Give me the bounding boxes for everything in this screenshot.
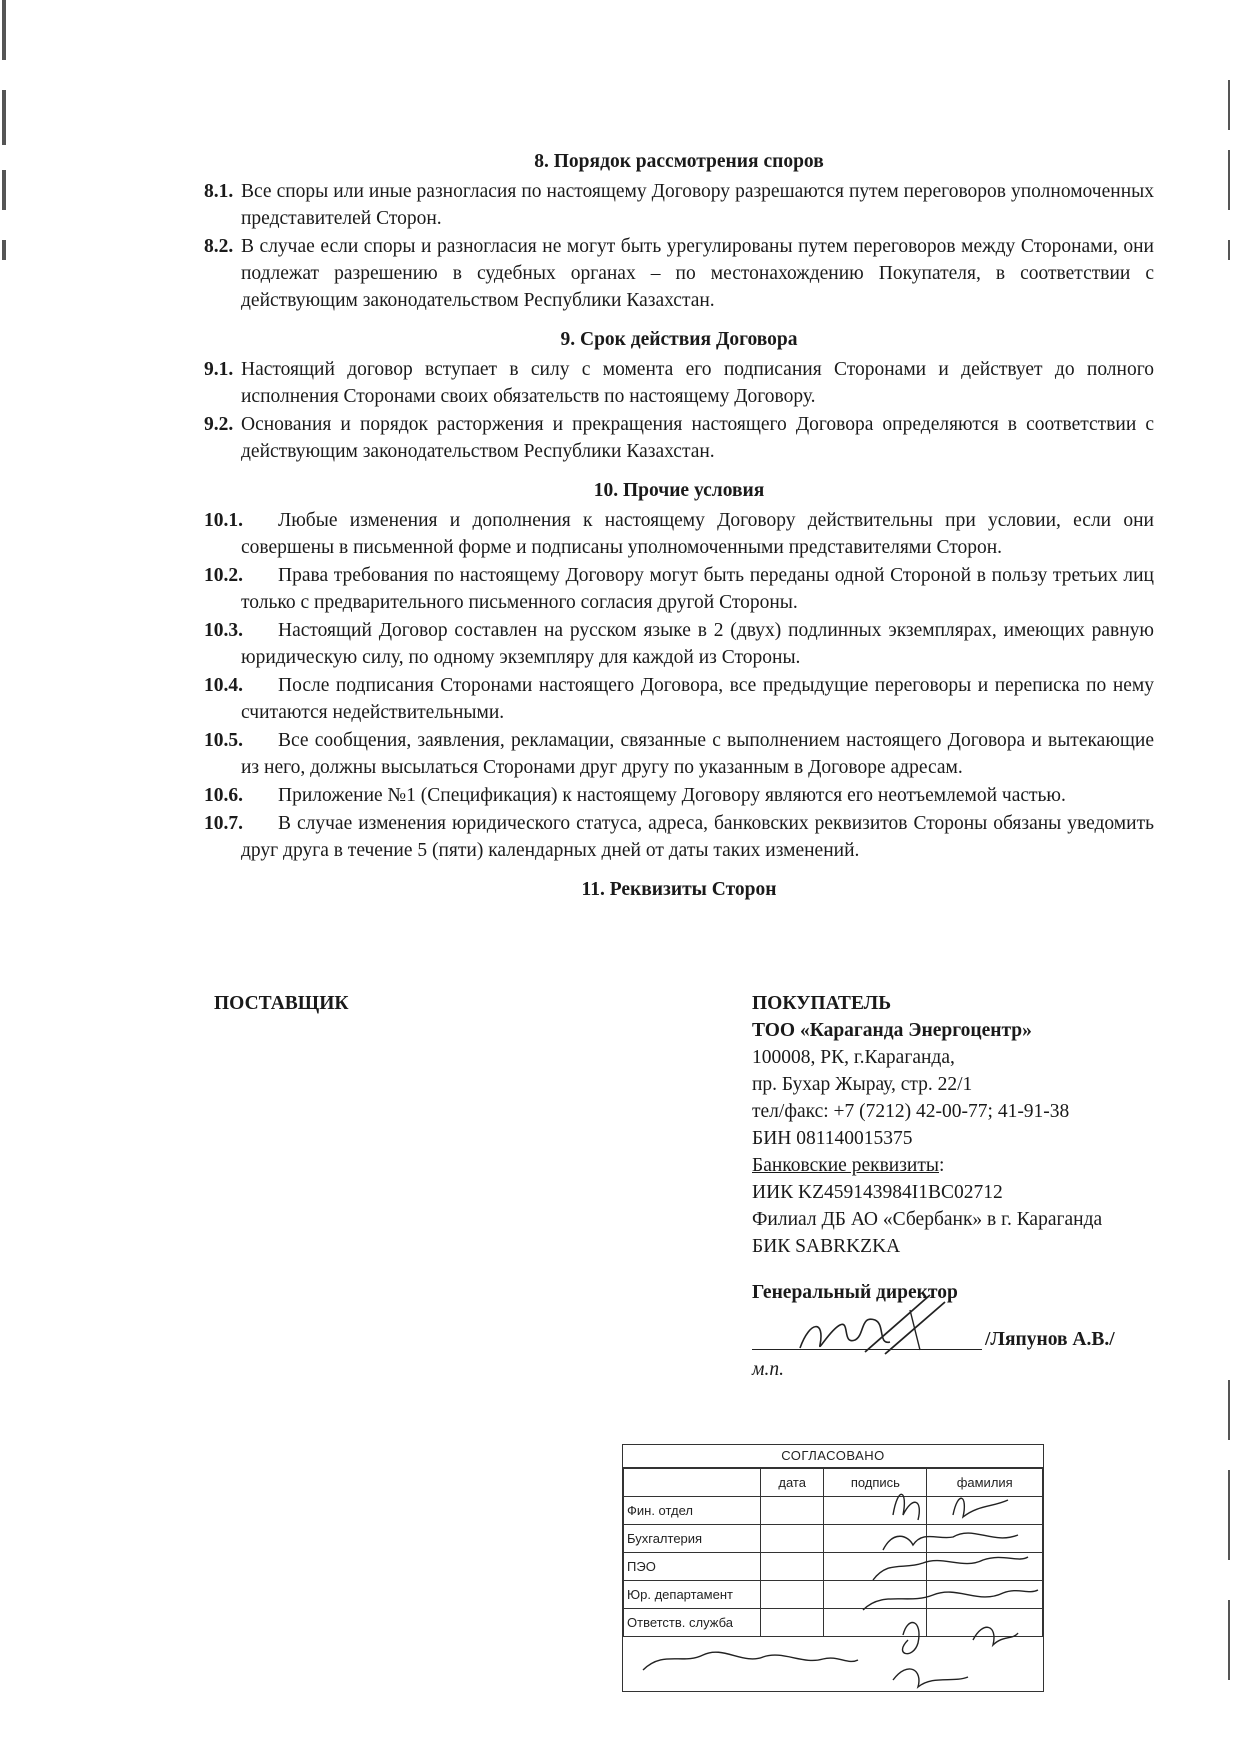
clause-text: Любые изменения и дополнения к настоящему Договору действительны при условии, если они совершены в письменной форме и подписаны уполномоченными представителями Сторон. [241,510,1154,558]
clause-text: Настоящий договор вступает в силу с момента его подписания Сторонами и действует до полного исполнения Сторонами своих обязательств по настоящему Договору. [241,359,1154,407]
clause-number: 8.2. [204,236,234,257]
clause-text: После подписания Сторонами настоящего Договора, все предыдущие переговоры и переписка по нему считаются недействительными. [241,675,1154,723]
column-header: подпись [824,1469,927,1497]
clause-text: Настоящий Договор составлен на русском языке в 2 (двух) подлинных экземплярах, имеющих равную юридическую силу, по одному экземпляру для каждой из Стороны. [241,620,1154,668]
director-signature-icon [770,1290,990,1370]
bank-details-label-text: Банковские реквизиты [752,1155,939,1176]
buyer-bin: БИН 081140015375 [752,1128,913,1149]
contract-body [204,148,1154,903]
clause-text: В случае изменения юридического статуса, адреса, банковских реквизитов Стороны обязаны уведомить друг друга в течение 5 (пяти) календарных дней от даты таких изменений. [241,813,1154,861]
clause-number: 10.6. [204,785,243,806]
section-other-terms [204,477,1154,864]
clause-text: Все сообщения, заявления, рекламации, связанные с выполнением настоящего Договора и вытекающие из него, должны высылаться Сторонами друг другу по указанным в Договоре адресам. [241,730,1154,778]
buyer-iik: ИИК KZ459143984I1BC02712 [752,1182,1003,1203]
clause-text: Права требования по настоящему Договору могут быть переданы одной Стороной в пользу третьих лиц только с предварительного письменного согласия другой Стороны. [241,565,1154,613]
table-row [624,1581,1043,1609]
row-label: ПЭО [624,1553,761,1581]
table-row [624,1525,1043,1553]
clause-number: 9.1. [204,359,234,380]
buyer-title: ПОКУПАТЕЛЬ [752,993,892,1014]
clause [204,782,1154,809]
clause-text: Все споры или иные разногласия по настоящему Договору разрешаются путем переговоров уполномоченных представителей Сторон. [241,181,1154,229]
row-label: Ответств. служба [624,1609,761,1637]
section-heading: 9. Срок действия Договора [560,329,798,350]
column-header [624,1469,761,1497]
buyer-block [752,990,1102,1260]
bank-details-label [752,1152,1102,1179]
section-disputes [204,148,1154,314]
buyer-company: ТОО «Караганда Энергоцентр» [752,1020,1032,1041]
supplier-block [214,990,349,1017]
clause-number: 8.1. [204,181,234,202]
clause-text: Приложение №1 (Спецификация) к настоящему Договору являются его неотъемлемой частью. [278,785,1066,806]
clause [204,178,1154,232]
supplier-title: ПОСТАВЩИК [214,993,349,1014]
clause-number: 9.2. [204,414,234,435]
table-row [624,1497,1043,1525]
buyer-phone: тел/факс: +7 (7212) 42-00-77; 41-91-38 [752,1101,1070,1122]
signatory-name: /Ляпунов А.В./ [985,1329,1115,1350]
section-heading: 10. Прочие условия [593,480,765,501]
clause-number: 10.1. [204,510,243,531]
seal-place-label: м.п. [752,1359,784,1380]
buyer-address-line-1: 100008, РК, г.Караганда, [752,1047,955,1068]
section-term [204,326,1154,465]
buyer-bik: БИК SABRKZKA [752,1236,901,1257]
clause [204,411,1154,465]
clause [204,617,1154,671]
bank-details-label-colon: : [939,1155,945,1176]
scan-edge-left [0,0,10,1754]
clause [204,356,1154,410]
section-heading-requisites: 11. Реквизиты Сторон [581,879,777,900]
table-row [624,1553,1043,1581]
column-header: фамилия [927,1469,1043,1497]
row-label: Бухгалтерия [624,1525,761,1553]
row-label: Юр. департамент [624,1581,761,1609]
clause-number: 10.7. [204,813,243,834]
clause [204,810,1154,864]
buyer-bank-branch: Филиал ДБ АО «Сбербанк» в г. Караганда [752,1209,1103,1230]
clause [204,672,1154,726]
clause [204,727,1154,781]
table-row [624,1609,1043,1637]
clause-text: В случае если споры и разногласия не могут быть урегулированы путем переговоров между Сторонами, они подлежат разрешению в судебных органах – по местонахождению Покупателя, в соответствии с действующим законодательством Республики Казахстан. [241,236,1154,311]
section-heading: 8. Порядок рассмотрения споров [534,151,824,172]
column-header: дата [761,1469,824,1497]
clause-text: Основания и порядок расторжения и прекращения настоящего Договора определяются в соответствии с действующим законодательством Республики Казахстан. [241,414,1154,462]
scan-edge-right [1226,0,1236,1754]
signatory-position: Генеральный директор [752,1282,958,1303]
approval-stamp [622,1444,1044,1692]
stamp-title: СОГЛАСОВАНО [623,1445,1043,1468]
clause-number: 10.2. [204,565,243,586]
clause [204,562,1154,616]
clause [204,507,1154,561]
clause-number: 10.3. [204,620,243,641]
clause [204,233,1154,314]
approval-table [623,1468,1043,1637]
row-label: Фин. отдел [624,1497,761,1525]
clause-number: 10.5. [204,730,243,751]
clause-number: 10.4. [204,675,243,696]
buyer-address-line-2: пр. Бухар Жырау, стр. 22/1 [752,1074,973,1095]
